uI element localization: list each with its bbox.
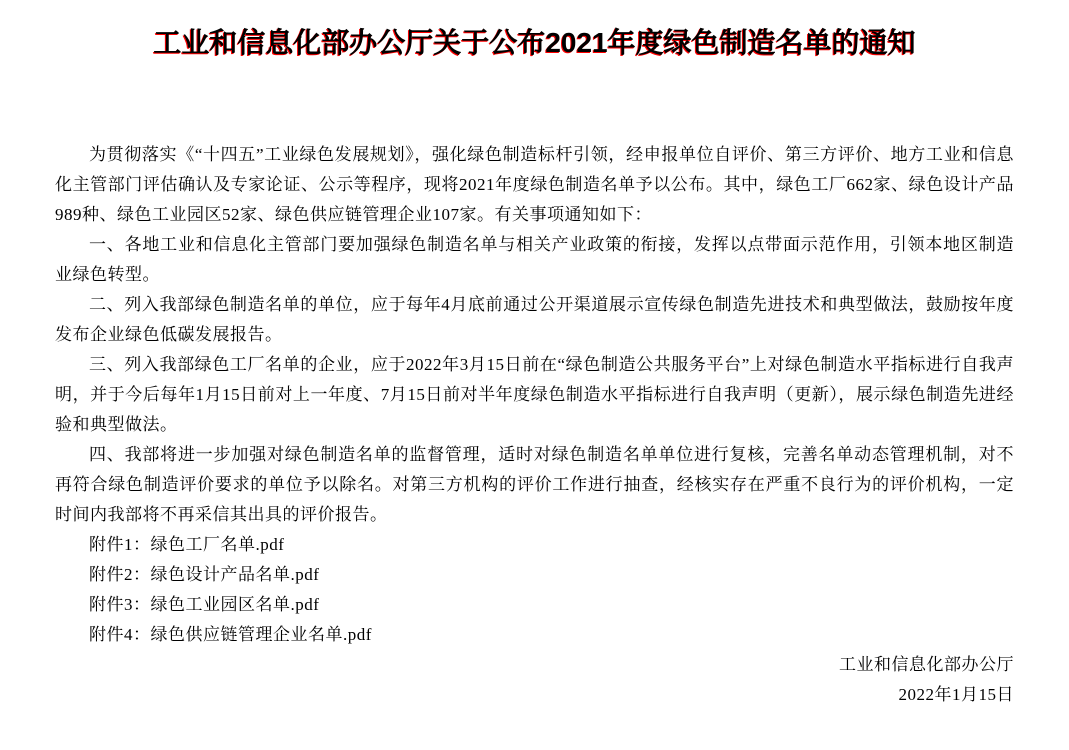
document-title: 工业和信息化部办公厅关于公布2021年度绿色制造名单的通知 — [153, 27, 916, 58]
paragraph-item-1: 一、各地工业和信息化主管部门要加强绿色制造名单与相关产业政策的衔接，发挥以点带面示范作用，引领本地区制造业绿色转型。 — [55, 235, 1014, 284]
issue-date: 2022年1月15日 — [898, 685, 1014, 704]
attachment-link-2[interactable]: 附件2：绿色设计产品名单.pdf — [89, 565, 320, 584]
paragraph-item-2: 二、列入我部绿色制造名单的单位，应于每年4月底前通过公开渠道展示宣传绿色制造先进技术和典型做法，鼓励按年度发布企业绿色低碳发展报告。 — [55, 295, 1014, 344]
paragraph-item-3: 三、列入我部绿色工厂名单的企业，应于2022年3月15日前在“绿色制造公共服务平台”上对绿色制造水平指标进行自我声明，并于今后每年1月15日前对上一年度、7月15日前对半年度绿色制造水平指标进行自我声明（更新），展示绿色制造先进经验和典型做法。 — [55, 355, 1014, 434]
attachment-list — [55, 530, 1014, 650]
issuer-signature: 工业和信息化部办公厅 — [839, 655, 1014, 674]
paragraph-intro: 为贯彻落实《“十四五”工业绿色发展规划》，强化绿色制造标杆引领，经申报单位自评价、第三方评价、地方工业和信息化主管部门评估确认及专家论证、公示等程序，现将2021年度绿色制造名单予以公布。其中，绿色工厂662家、绿色设计产品989种、绿色工业园区52家、绿色供应链管理企业107家。有关事项通知如下： — [55, 145, 1014, 224]
paragraph-item-4: 四、我部将进一步加强对绿色制造名单的监督管理，适时对绿色制造名单单位进行复核，完善名单动态管理机制，对不再符合绿色制造评价要求的单位予以除名。对第三方机构的评价工作进行抽查，经核实存在严重不良行为的评价机构，一定时间内我部将不再采信其出具的评价报告。 — [55, 445, 1014, 524]
attachment-link-4[interactable]: 附件4：绿色供应链管理企业名单.pdf — [89, 625, 372, 644]
attachment-link-1[interactable]: 附件1：绿色工厂名单.pdf — [89, 535, 285, 554]
document-body — [0, 140, 1069, 710]
attachment-link-3[interactable]: 附件3：绿色工业园区名单.pdf — [89, 595, 320, 614]
signature-block — [55, 650, 1014, 710]
